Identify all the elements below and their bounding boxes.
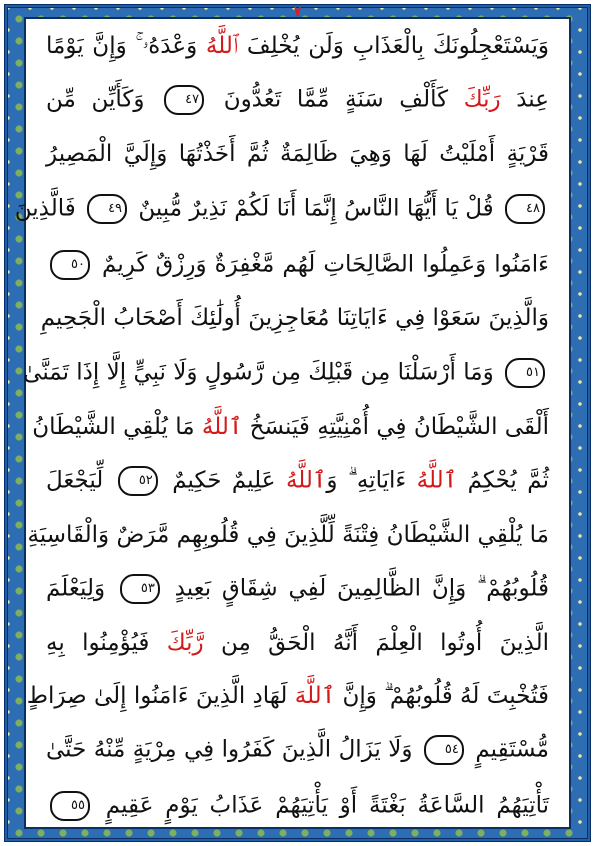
verse-line [32, 413, 549, 440]
ayah-number-marker: ٥٠ [50, 250, 90, 280]
ayah-number-marker: ٤٧ [164, 85, 204, 115]
verse-text: فَتُخْبِتَ لَهُ قُلُوبُهُمْ ۗ وَإِنَّ [335, 682, 549, 709]
verse-text: أَلْقَى الشَّيْطَانُ فِي أُمْنِيَّتِهِ فَيَنسَخُ [242, 413, 549, 440]
divine-name: ٱللَّهُ [201, 413, 243, 440]
verse-text: مَا يُلْقِي الشَّيْطَانُ فِتْنَةً لِّلَّذِينَ فِي قُلُوبِهِم مَّرَضٌ وَالْقَاسِيَةِ [27, 522, 549, 549]
verse-line [46, 791, 549, 821]
verse-line [46, 735, 549, 765]
verse-text: قُلُوبُهُمْ ۗ وَإِنَّ الظَّالِمِينَ لَفِي شِقَاقٍ بَعِيدٍ [163, 575, 549, 602]
divine-name: ٱللَّهُ [205, 33, 239, 59]
verse-text: ءَايَاتِهِ ۗ وَ [326, 467, 417, 494]
verse-text: وَكَأَيِّن مِّن [46, 86, 161, 113]
verse-line [46, 574, 549, 604]
verse-text: وَيَسْتَعْجِلُونَكَ بِالْعَذَابِ وَلَن يُخْلِفَ [238, 33, 550, 59]
verse-text: وَالَّذِينَ سَعَوْا فِي ءَايَاتِنَا مُعَاجِزِينَ أُولَٰئِكَ أَصْحَابُ الْجَحِيمِ [40, 305, 549, 332]
verse-text: وَلَا يَزَالُ الَّذِينَ كَفَرُوا فِي مِرْيَةٍ مِّنْهُ حَتَّىٰ [46, 736, 420, 763]
verse-text: كَأَلْفِ سَنَةٍ مِّمَّا تَعُدُّونَ [208, 86, 464, 113]
verse-text: عِندَ [500, 86, 549, 113]
page-number: ٧ [293, 4, 302, 20]
verse-text: قَرْيَةٍ أَمْلَيْتُ لَهَا وَهِيَ ظَالِمَةٌ ثُمَّ أَخَذْتُهَا وَإِلَيَّ الْمَصِيرُ [46, 141, 549, 168]
divine-name: ٱللَّهُ [416, 467, 458, 494]
divine-name: رَبِّكَ [463, 86, 501, 113]
verse-text: الَّذِينَ أُوتُوا الْعِلْمَ أَنَّهُ الْحَقُّ مِن [203, 630, 549, 657]
verse-text: وَلِيَعْلَمَ [46, 575, 116, 602]
verse-text: فَالَّذِينَ [14, 195, 84, 222]
verse-line [46, 141, 549, 167]
verse-line [23, 358, 549, 388]
verse-line [26, 682, 549, 709]
verse-line [46, 630, 549, 656]
ayah-number-marker: ٤٩ [87, 194, 127, 224]
ayah-number-marker: ٥٥ [50, 791, 90, 821]
ayah-number-marker: ٥١ [505, 358, 545, 388]
ayah-number-marker: ٥٢ [118, 466, 158, 496]
verse-text: فَيُؤْمِنُوا بِهِ [46, 630, 167, 657]
verse-text: لِّيَجْعَلَ [46, 467, 114, 494]
ayah-number-marker: ٥٤ [424, 735, 464, 765]
verse-line [46, 466, 549, 496]
verse-text: قُلْ يَا أَيُّهَا النَّاسُ إِنَّمَا أَنَا لَكُمْ نَذِيرٌ مُّبِينٌ [131, 195, 501, 222]
verse-text: لَهَادِ الَّذِينَ ءَامَنُوا إِلَىٰ صِرَاطٍ [26, 682, 295, 709]
quran-text-area [14, 17, 571, 829]
verse-text: عَلِيمٌ حَكِيمٌ [161, 467, 286, 494]
verse-text: ءَامَنُوا وَعَمِلُوا الصَّالِحَاتِ لَهُم مَّغْفِرَةٌ وَرِزْقٌ كَرِيمٌ [94, 251, 549, 278]
verse-text: ثُمَّ يُحْكِمُ [457, 467, 550, 494]
ayah-number-marker: ٥٣ [120, 574, 160, 604]
verse-text: مُّسْتَقِيمٍ [467, 736, 549, 763]
verse-line [46, 85, 549, 115]
ayah-number-marker: ٤٨ [505, 194, 545, 224]
divine-name: ٱللَّهُ [285, 467, 327, 494]
verse-line [27, 522, 549, 549]
verse-text: وَعْدَهُۥ ۚ وَإِنَّ يَوْمًا [46, 33, 206, 59]
verse-text: تَأْتِيَهُمُ السَّاعَةُ بَغْتَةً أَوْ يَأْتِيَهُمْ عَذَابُ يَوْمٍ عَقِيمٍ [94, 792, 549, 819]
verse-text: مَا يُلْقِي الشَّيْطَانُ [32, 413, 202, 440]
divine-name: ٱللَّهَ [294, 682, 336, 709]
verse-line [46, 250, 549, 280]
verse-line [46, 33, 549, 59]
divine-name: رَّبِّكَ [166, 630, 204, 657]
verse-text: وَمَا أَرْسَلْنَا مِن قَبْلِكَ مِن رَّسُولٍ وَلَا نَبِيٍّ إِلَّا إِذَا تَمَنَّىٰ [23, 359, 501, 386]
verse-line [40, 305, 549, 332]
verse-line [14, 194, 549, 224]
